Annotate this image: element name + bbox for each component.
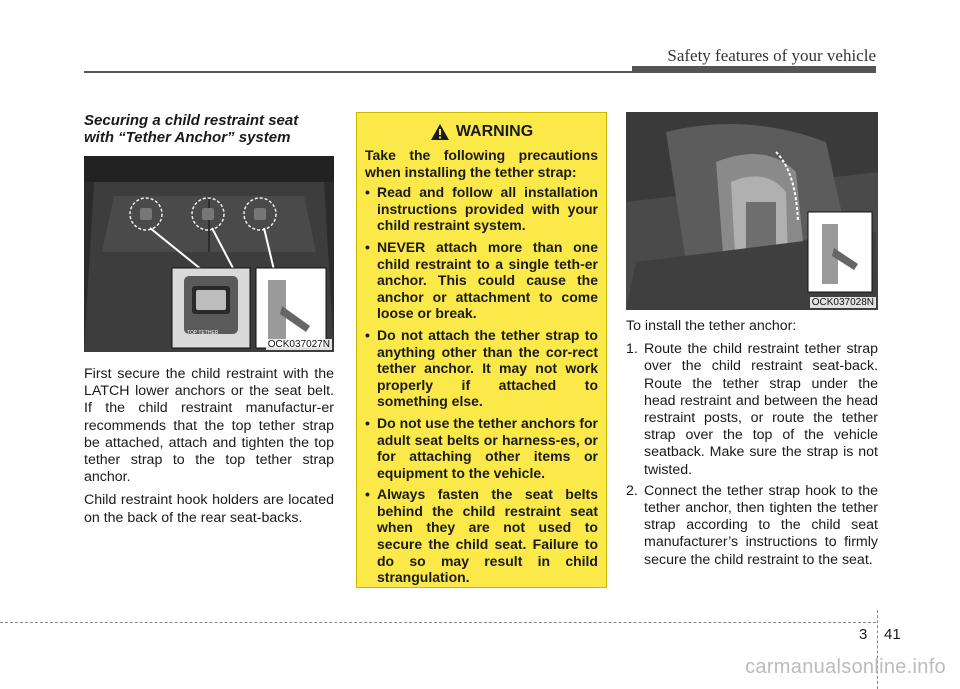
body-paragraph-1: First secure the child restraint with the LATCH lower anchors or the seat belt. If the child restraint manufactur-er recommends that the top tether strap be attached, attach and tighten the top tether strap to the top tether strap anchor.: [84, 366, 334, 486]
running-header: Safety features of your vehicle: [667, 46, 876, 65]
warning-heading: [365, 123, 598, 141]
step-number: 2.: [626, 482, 638, 499]
figure-tag: TOP TETHER: [187, 330, 219, 336]
left-column: [84, 112, 334, 533]
install-step: [626, 483, 878, 569]
warning-item: • Read and follow all installation instructions provided with your child restraint system.: [365, 184, 598, 234]
step-text: Route the child restraint tether strap over the child restraint seat-back. Route the tether strap under the head restraint and between the head restraint posts, or route the tether strap over the top of the vehicle seatback. Make sure the strap is not twisted.: [644, 341, 878, 478]
body-paragraph-2: Child restraint hook holders are located on the back of the rear seat-backs.: [84, 492, 334, 526]
section-title: [84, 112, 334, 146]
warning-box: [356, 112, 607, 588]
header-rule: [84, 71, 876, 73]
watermark: carmanualsonline.info: [745, 656, 946, 678]
section-title-line2: with “Tether Anchor” system: [84, 129, 291, 146]
cargo-area-illustration: [84, 156, 334, 352]
step-text: Connect the tether strap hook to the tether anchor, then tighten the tether strap according to the child seat manufacturer’s instructions to firmly secure the child restraint to the seat.: [644, 482, 878, 568]
warning-intro: Take the following precautions when installing the tether strap:: [365, 147, 598, 180]
child-seat-figure: [626, 112, 878, 310]
warning-triangle-icon: [430, 123, 450, 141]
footer-rule: [0, 622, 876, 623]
warning-title: WARNING: [455, 123, 534, 140]
warning-item: • NEVER attach more than one child restraint to a single teth-er anchor. This could cause the anchor or attachment to come loose or break.: [365, 239, 598, 322]
child-seat-illustration: [626, 112, 878, 310]
install-steps: [626, 341, 878, 569]
warning-item: • Do not use the tether anchors for adult seat belts or harness-es, or for attaching other items or equipment to the vehicle.: [365, 415, 598, 481]
install-step: [626, 341, 878, 479]
right-column: [626, 112, 878, 573]
warning-item: • Always fasten the seat belts behind the child restraint seat when they are not used to secure the child seat. Failure to do so may result in child strangulation.: [365, 486, 598, 586]
cargo-area-figure: [84, 156, 334, 352]
figure-label: OCK037028N: [811, 297, 874, 308]
step-number: 1.: [626, 341, 638, 358]
warning-item: • Do not attach the tether strap to anything other than the cor-rect tether anchor. It may not work properly if attached to something else.: [365, 327, 598, 410]
warning-list: [365, 184, 598, 586]
page-number: 41: [884, 626, 901, 643]
chapter-number: 3: [859, 626, 868, 643]
section-title-line1: Securing a child restraint seat: [84, 112, 299, 129]
steps-intro: To install the tether anchor:: [626, 318, 797, 334]
figure-label: OCK037027N: [267, 339, 330, 350]
